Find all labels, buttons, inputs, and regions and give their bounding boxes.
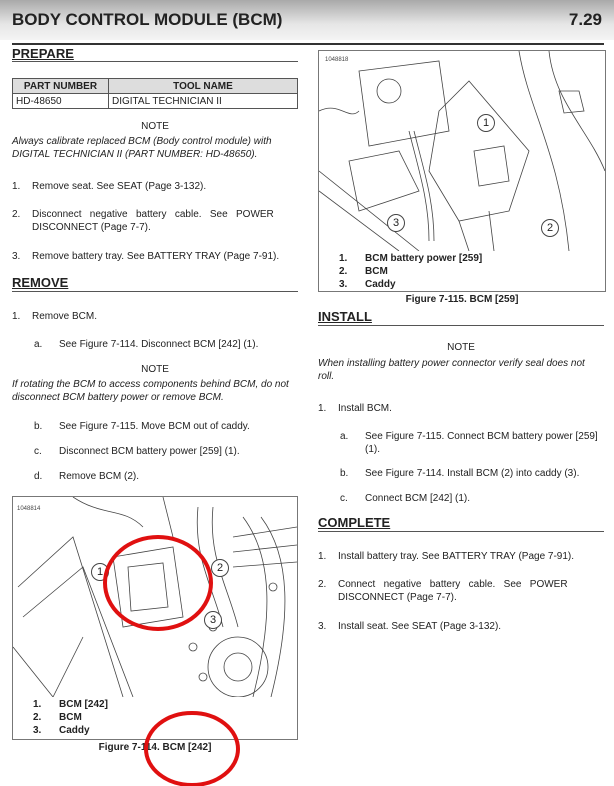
step-num: 1. [318,551,327,562]
step-text: Remove seat. See SEAT (Page 3-132). [32,181,207,192]
figure-caption: Figure 7-114. BCM [242] [98,742,212,753]
legend-text: BCM [365,266,388,277]
step-text: Disconnect negative battery cable. See POWER DISCONNECT (Page 7-7). [32,209,274,233]
legend-num: 1. [33,699,42,710]
note-label: NOTE [141,121,169,132]
substep-num: a. [340,431,349,442]
step-num: 2. [12,209,21,220]
legend-text: Caddy [59,725,90,736]
substep-text: See Figure 7-114. Disconnect BCM [242] (1). [59,339,259,350]
step-num: 1. [318,403,327,414]
install-heading: INSTALL [318,309,372,324]
note-text: If rotating the BCM to access components behind BCM, do not disconnect BCM battery power or remove BCM. [12,379,289,403]
note-label: NOTE [141,364,169,375]
remove-heading: REMOVE [12,275,69,290]
legend-text: BCM battery power [259] [365,253,483,264]
note-text: When installing battery power connector verify seal does not roll. [318,358,585,382]
callout-2: 2 [541,219,559,237]
legend-num: 2. [339,266,348,277]
legend-text: Caddy [365,279,396,290]
complete-heading: COMPLETE [318,515,391,530]
substep-num: b. [34,421,43,432]
step-text: Remove battery tray. See BATTERY TRAY (Page 7-91). [32,251,280,262]
step-num: 1. [12,181,21,192]
red-circle-annotation [105,537,211,629]
substep-num: d. [34,471,43,482]
note-label: NOTE [447,342,475,353]
substep-text: See Figure 7-115. Connect BCM battery power [259] (1). [365,431,598,455]
step-num: 3. [12,251,21,262]
step-num: 3. [318,621,327,632]
substep-num: b. [340,468,349,479]
step-text: Install BCM. [338,403,392,414]
callout-3: 3 [387,214,405,232]
figure-id: 1048814 [17,506,41,512]
legend-text: BCM [242] [59,699,108,710]
substep-text: Disconnect BCM battery power [259] (1). [59,446,240,457]
step-text: Connect negative battery cable. See POWER DISCONNECT (Page 7-7). [338,579,568,603]
step-text: Install battery tray. See BATTERY TRAY (Page 7-91). [338,551,575,562]
legend-text: BCM [59,712,82,723]
note-text: Always calibrate replaced BCM (Body control module) with DIGITAL TECHNICIAN II (PART NUMBER: HD-48650). [12,136,272,160]
callout-3: 3 [204,611,222,629]
step-text: Remove BCM. [32,311,98,322]
substep-text: See Figure 7-115. Move BCM out of caddy. [59,421,250,432]
substep-num: a. [34,339,43,350]
step-num: 1. [12,311,21,322]
page-title: BODY CONTROL MODULE (BCM) [12,10,283,29]
callout-1: 1 [477,114,495,132]
legend-num: 3. [339,279,348,290]
substep-num: c. [34,446,42,457]
substep-num: c. [340,493,348,504]
substep-text: See Figure 7-114. Install BCM (2) into caddy (3). [365,468,580,479]
table-cell: HD-48650 [13,94,109,109]
legend-num: 2. [33,712,42,723]
substep-text: Remove BCM (2). [59,471,140,482]
legend-num: 3. [33,725,42,736]
figure-caption: Figure 7-115. BCM [259] [405,294,519,305]
col-header: PART NUMBER [13,79,109,94]
legend-num: 1. [339,253,348,264]
step-text: Install seat. See SEAT (Page 3-132). [338,621,502,632]
col-header: TOOL NAME [109,79,298,94]
table-cell: DIGITAL TECHNICIAN II [109,94,298,109]
figure-id: 1048818 [325,57,349,63]
substep-text: Connect BCM [242] (1). [365,493,471,504]
red-circle-annotation [146,713,238,785]
page-number: 7.29 [568,10,602,29]
callout-1: 1 [91,563,109,581]
callout-2: 2 [211,559,229,577]
prepare-heading: PREPARE [12,46,74,61]
step-num: 2. [318,579,327,590]
